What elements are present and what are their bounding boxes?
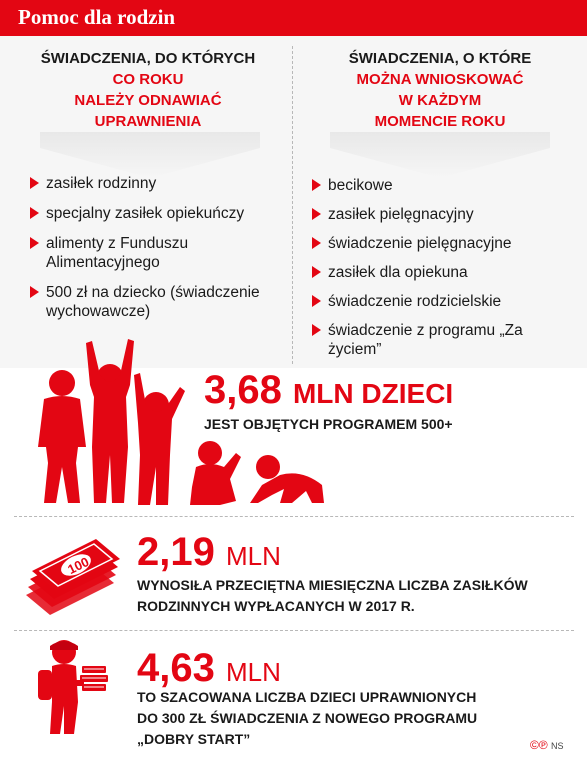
bullet-triangle-icon [312, 266, 321, 278]
copyright-mark: ©℗ NS [530, 738, 564, 752]
banknotes-icon [22, 525, 122, 617]
banknote-label: 100 [65, 554, 92, 578]
stat-desc-3: TO SZACOWANA LICZBA DZIECI UPRAWNIONYCH DO 300 ZŁ ŚWIADCZENIA Z NOWEGO PROGRAMU „DOBRY START” [137, 689, 478, 747]
stat-value-2: 2,19 MLN [137, 530, 281, 574]
list-item: świadczenie pielęgnacyjne [312, 234, 582, 253]
list-item: zasiłek pielęgnacyjny [312, 205, 582, 224]
bullet-triangle-icon [30, 177, 39, 189]
right-heading-red-1: MOŻNA WNIOSKOWAĆ [356, 71, 524, 88]
right-column-heading [300, 48, 580, 132]
divider-line [14, 516, 574, 517]
stat-value-1: 3,68 MLN DZIECI [204, 368, 454, 412]
bullet-triangle-icon [312, 237, 321, 249]
header-bar [0, 0, 587, 36]
schoolchild-books-icon [34, 636, 118, 736]
right-heading-red-2: W KAŻDYM [398, 92, 482, 109]
left-column-heading [18, 48, 278, 132]
stat-value-3: 4,63 MLN [137, 646, 281, 690]
list-item: 500 zł na dziecko (świadczenie wychowawcze) [30, 283, 290, 321]
list-item: zasiłek dla opiekuna [312, 263, 582, 282]
left-heading-red-2: NALEŻY ODNAWIAĆ [74, 92, 222, 109]
list-item: świadczenie rodzicielskie [312, 292, 582, 311]
bullet-triangle-icon [30, 207, 39, 219]
left-heading-dark: ŚWIADCZENIA, DO KTÓRYCH [40, 50, 256, 67]
left-heading-red-1: CO ROKU [112, 71, 184, 88]
benefits-panel [0, 36, 587, 368]
divider-line [14, 630, 574, 631]
stat-desc-1: JEST OBJĘTYCH PROGRAMEM 500+ [204, 416, 453, 432]
left-heading-red-3: UPRAWNIENIA [94, 113, 202, 130]
bullet-triangle-icon [30, 237, 39, 249]
list-item: alimenty z Funduszu Alimentacyjnego [30, 234, 290, 272]
right-benefit-list [312, 176, 582, 369]
list-item: becikowe [312, 176, 582, 195]
list-item: świadczenie z programu „Za życiem” [312, 321, 582, 359]
left-fade-arrow-icon [40, 132, 260, 178]
list-item: zasiłek rodzinny [30, 174, 290, 193]
list-item: specjalny zasiłek opiekuńczy [30, 204, 290, 223]
bullet-triangle-icon [312, 295, 321, 307]
bullet-triangle-icon [30, 286, 39, 298]
right-heading-red-3: MOMENCIE ROKU [374, 113, 506, 130]
left-benefit-list [30, 174, 290, 332]
stat-desc-2: WYNOSIŁA PRZECIĘTNA MIESIĘCZNA LICZBA ZASIŁKÓW RODZINNYCH WYPŁACANYCH W 2017 R. [137, 577, 528, 614]
bullet-triangle-icon [312, 208, 321, 220]
page-title: Pomoc dla rodzin [18, 5, 176, 29]
right-heading-dark: ŚWIADCZENIA, O KTÓRE [348, 50, 532, 67]
bullet-triangle-icon [312, 179, 321, 191]
right-fade-arrow-icon [330, 132, 550, 178]
